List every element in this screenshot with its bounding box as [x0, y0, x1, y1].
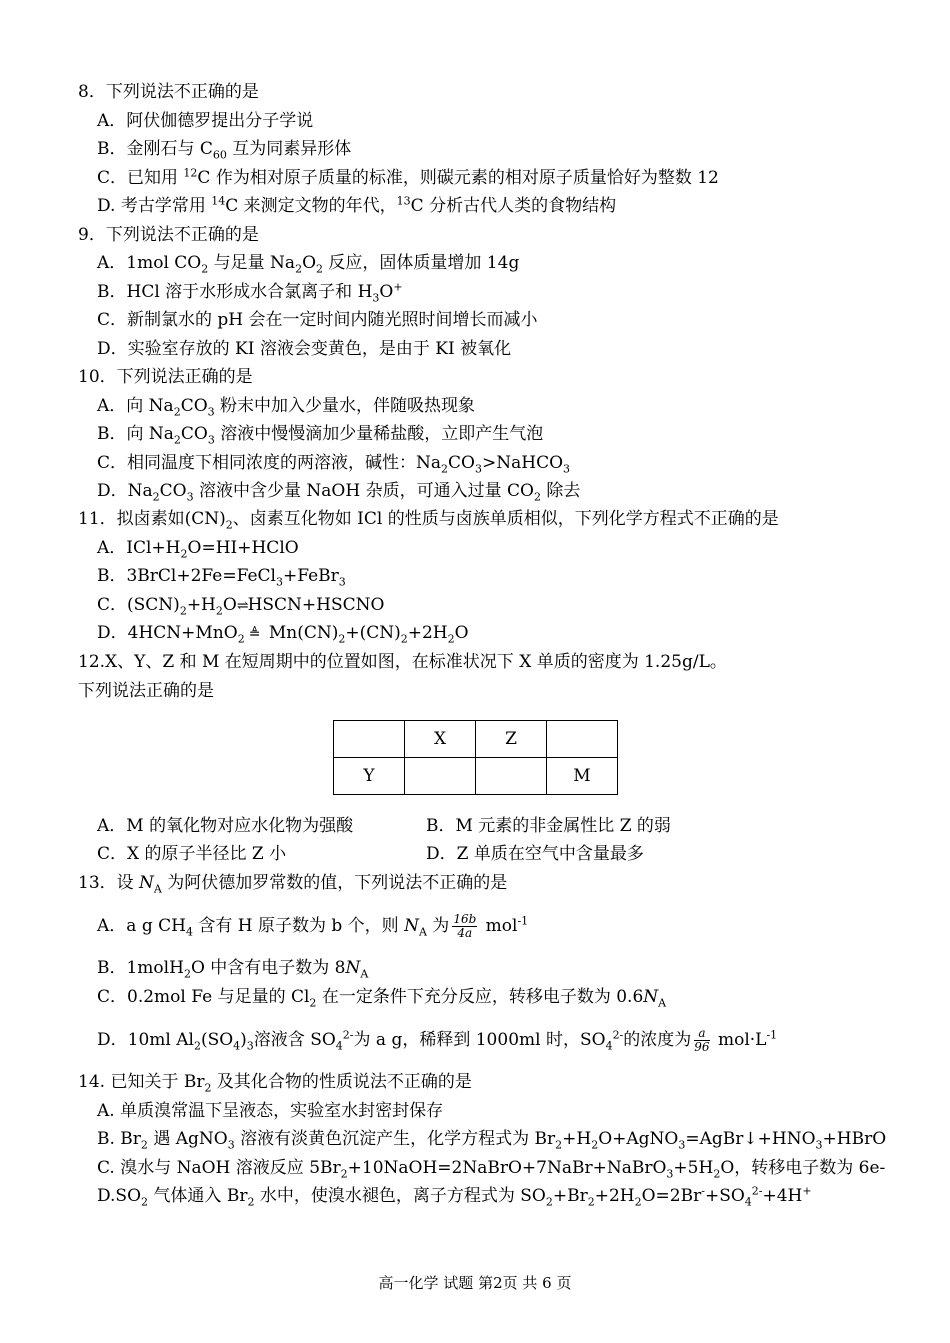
q13-option-a: A．a g $CH_4$ 含有 H 原子数为 b 个，则 $N_A$ 为 $\frac{16b}{4a}$ mol$^{-1}$	[97, 912, 529, 940]
table-cell	[334, 721, 405, 758]
table-row	[334, 758, 618, 795]
fraction: $\frac{16b}{4a}$	[453, 912, 477, 940]
q11-option-d: D．4HCN+MnO$_2$ ≜ $Mn(CN)_2+(CN)_2+2H_2O$	[97, 623, 469, 646]
q12-option-c: C．X 的原子半径比 Z 小	[97, 844, 287, 864]
table-cell: Y	[334, 758, 405, 795]
q9-option-d: D．实验室存放的 KI 溶液会变黄色，是由于 KI 被氧化	[97, 339, 512, 359]
q10-option-c: C．相同温度下相同浓度的两溶液，碱性：$Na_2CO_3>NaHCO_3$	[97, 453, 571, 476]
periodic-position-table	[333, 720, 618, 795]
q8-option-d: D. 考古学常用 $^{14}$C 来测定文物的年代，$^{13}$C 分析古代人类的食物结构	[97, 194, 617, 216]
q11-option-c: C．$(SCN)_2+H_2O\rightleftharpoons HSCN+HSCNO$	[97, 595, 385, 618]
q13-option-b: B．1molH$_2$O 中含有电子数为 $8N_A$	[97, 958, 369, 981]
q12-stem-2: 下列说法正确的是	[78, 681, 214, 701]
table-cell: Z	[476, 721, 547, 758]
q11-option-b: B．3BrCl+2Fe=FeCl$_3$+FeBr$_3$	[97, 566, 346, 589]
q11-stem: 11．拟卤素如$(CN)_2$、卤素互化物如 ICl 的性质与卤族单质相似，下列化学方程式不正确的是	[78, 509, 779, 532]
q14-stem: 14. 已知关于 $Br_2$ 及其化合物的性质说法不正确的是	[78, 1072, 472, 1095]
q10-option-d: D．$Na_2CO_3$ 溶液中含少量 NaOH 杂质，可通入过量 $CO_2$ 除去	[97, 481, 581, 504]
q8-option-c: C．已知用 $^{12}$C 作为相对原子质量的标准，则碳元素的相对原子质量恰好为整数 12	[97, 166, 719, 188]
q14-option-c: C. 溴水与 NaOH 溶液反应 $5Br_2+10NaOH=2NaBrO+7NaBr+NaBrO_3+5H_2O$，转移电子数为 6e-	[97, 1158, 886, 1181]
q14-option-d: $D.SO_2$ 气体通入 $Br_2$ 水中，使溴水褪色，离子方程式为 $SO_2+Br_2+2H_2O=2Br^-+SO_4^{2-}+4H^+$	[97, 1184, 812, 1209]
q8-stem: 8．下列说法不正确的是	[78, 82, 259, 102]
heat-equals-icon: ≜	[248, 626, 260, 642]
table-cell	[476, 758, 547, 795]
table-cell	[547, 721, 618, 758]
table-cell: X	[405, 721, 476, 758]
q13-option-d: D．10ml $Al_2(SO_4)_3$溶液含 $SO_4^{2-}$为 a g，稀释到 1000ml 时，$SO_4^{2-}$的浓度为 $\frac{a}{96}$ $mol\cdot L^{-1}$	[97, 1026, 778, 1054]
q10-option-a: A．向 $Na_2CO_3$ 粉末中加入少量水，伴随吸热现象	[97, 396, 476, 419]
q10-option-b: B．向 $Na_2CO_3$ 溶液中慢慢滴加少量稀盐酸，立即产生气泡	[97, 424, 544, 447]
q12-option-d: D．Z 单质在空气中含量最多	[426, 844, 644, 864]
table-cell	[405, 758, 476, 795]
q12-option-a: A．M 的氧化物对应水化物为强酸	[97, 816, 354, 836]
fraction: $\frac{a}{96}$	[694, 1026, 710, 1054]
q8-option-b: B．金刚石与 $C_{60}$ 互为同素异形体	[97, 139, 352, 162]
q13-stem: 13．设 $N_A$ 为阿伏德加罗常数的值，下列说法不正确的是	[78, 873, 508, 896]
page-footer: 高一化学 试题 第2页 共 6 页	[378, 1274, 572, 1292]
q10-stem: 10．下列说法正确的是	[78, 367, 253, 387]
q14-option-b: B. $Br_2$ 遇 AgNO$_3$ 溶液有淡黄色沉淀产生，化学方程式为 $Br_2+H_2O+AgNO_3=AgBr↓+HNO_3+HBrO$	[97, 1129, 887, 1152]
q14-option-a: A. 单质溴常温下呈液态，实验室水封密封保存	[97, 1101, 444, 1121]
q9-option-b: B．HCl 溶于水形成水合氯离子和 $H_3O^+$	[97, 280, 403, 305]
q9-option-a: A．1mol $CO_2$ 与足量 $Na_2O_2$ 反应，固体质量增加 14g	[97, 253, 520, 276]
q9-stem: 9．下列说法不正确的是	[78, 225, 259, 245]
q12-option-b: B．M 元素的非金属性比 Z 的弱	[426, 816, 671, 836]
table-cell: M	[547, 758, 618, 795]
q12-stem: 12.X、Y、Z 和 M 在短周期中的位置如图，在标准状况下 X 单质的密度为 1.25g/L。	[78, 652, 727, 672]
q9-option-c: C．新制氯水的 pH 会在一定时间内随光照时间增长而减小	[97, 310, 538, 330]
q11-option-a: A．$ICl+H_2O=HI+HClO$	[97, 538, 299, 561]
q8-option-a: A．阿伏伽德罗提出分子学说	[97, 111, 314, 131]
reversible-arrow-icon: ⇌	[236, 598, 248, 614]
q13-option-c: C．0.2mol Fe 与足量的 $Cl_2$ 在一定条件下充分反应，转移电子数为 $0.6N_A$	[97, 987, 667, 1010]
table-row	[334, 721, 618, 758]
